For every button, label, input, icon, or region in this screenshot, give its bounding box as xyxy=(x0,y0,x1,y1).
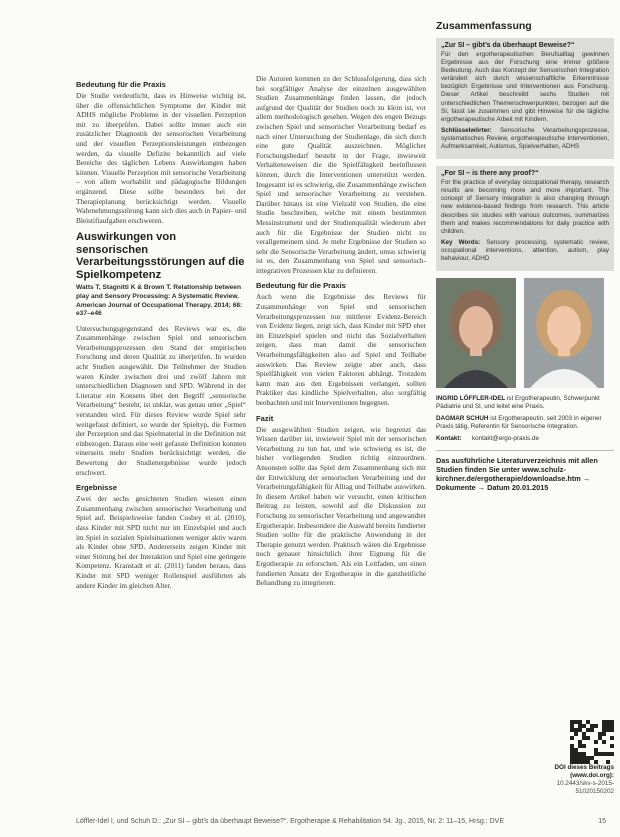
author-photos xyxy=(436,278,614,390)
contact xyxy=(436,435,614,443)
keywords-value-german: Sensorische Verarbeitungsprozesse, systematisches Review, ergotherapeutische Interventionen, Aufmerksamkeit, Autismus, Spielverhalten, ADHS xyxy=(441,126,609,151)
praxis-heading-2: Bedeutung für die Praxis xyxy=(256,281,346,291)
author-photo-2 xyxy=(524,278,604,388)
literature-promo: Das ausführliche Literaturverzeichnis mit allen Studien finden Sie unter www.schulz-kirchner.de/ergotherapie/downloadse.htm → Dokumente → Datum 20.01.2015 xyxy=(436,450,614,492)
keywords-label-german: Schlüsselwörter: xyxy=(441,126,492,134)
author-photo-1 xyxy=(436,278,516,388)
summary-sidebar xyxy=(436,20,614,828)
intro-paragraph: Untersuchungsgegenstand des Reviews war es, die Zusammenhänge zwischen Spiel und sensorischen Verarbeitungsprozessen den Stand der empirischen Forschung und deren Qualität zu überprüfen. In wurden acht Studien ausgewählt. Die Teilnehmer der Studien waren Kinder zwischen drei und zwölf Jahren mit unterschiedlichen Diagnosen und SPD. Während in der Literatur ein Konsens über den Begriff „sensorische Verarbeitung“ besteht, ist unklar, was genau unter „Spiel“ verstanden wird. Für dieses Review wurde Spiel sehr weitgefasst definiert, so wurde der Spieltyp, die Formen der Perzeption und das Spielmaterial in die Definition mit einbezogen. Daraus eine weit gefasste Definition konnten einerseits mehr Studien berücksichtigt werden, die Bewertung der Studienergebnisse wurde jedoch erschwert. xyxy=(76,323,246,477)
summary-box-german xyxy=(436,38,614,159)
footer-citation: Löffler-Idel I, und Schuh D.: „Zur SI – gibt’s da überhaupt Beweise?“. Ergotherapie & Rehabilitation 54. Jg., 2015, Nr. 2: 11–15, Hrsg.: DVE xyxy=(76,818,505,825)
summary-heading-german: „Zur SI – gibt’s da überhaupt Beweise?“ xyxy=(441,42,575,49)
contact-value: kontakt@ergo-praxis.de xyxy=(472,435,539,443)
qr-code xyxy=(524,720,614,764)
author-name-2: DAGMAR SCHUH xyxy=(436,415,489,423)
doi-caption xyxy=(524,764,614,796)
praxis-paragraph-2: Auch wenn die Ergebnisse des Reviews für Zusammenhänge von Spiel und sensorischen Verarbeitungsprozessen nur mittlerer Evidenz-Bereich von Evidenz liegen, zeigt sich, dass Kinder mit SPD eher im Einzelspiel spielen und nicht das Sozialverhalten zeigen, dass man damit die sensorischen Verarbeitungsfähigkeiten also auf Spiel und Teilhabe auswirken. Das Review zeigte aber auch, dass Spielfähigkeit von vielen Faktoren abhängt. Trotzdem kann man aus den Ergebnissen verlangen, sollten Praktiker das kindliche Spielverhalten, also sorgfältig beobachten und mit Interventionen begegnen. xyxy=(256,292,426,407)
summary-heading-english: „For SI – is there any proof?“ xyxy=(441,170,539,178)
fazit-paragraph: Die ausgewählten Studien zeigen, wie begrenzt das Wissen darüber ist, inwieweit Spiel mit der sensorischen Verarbeitung zu tun hat, und wie schwierig es ist, die bisher vorliegenden Studien richtig einzuordnen. Ansonsten sollte das Spiel dem Zusammenhang sich mit der Entwicklung der sensorischen Verarbeitung und der Verarbeitungsfähigkeit für Alltag und Teilhabe auswirken. In diesem Artikel haben wir versucht, einen kritischen Beitrag zu leisten, sowohl auf die Diskussion zur Forschung zu sensorischer Verarbeitung und angewandter Ergotherapie. Insbesondere die Auswahl bereits fundierter Studien sollte für die praktische Anwendung in der Therapie genutzt werden. Praktisch wären die Ergebnisse noch genauer hinsichtlich ihrer Eignung für die Ergotherapie zu erforschen. Als ein Leitfaden, um einen fundierten Ansatz der Ergotherapie in die ganzheitliche Behandlung zu integrieren. xyxy=(256,424,426,588)
doi-block xyxy=(524,720,614,796)
reference: Watts T, Stagnitti K & Brown T. Relationship between play and Sensory Processing: A Systematic Review. American Journal of Occupational Therapy. 2014; 68: e37–e46 xyxy=(76,284,243,318)
summary-box-english xyxy=(436,166,614,271)
fazit-heading: Fazit xyxy=(256,413,274,423)
summary-text-german: Für den ergotherapeutischen Berufsalltag gewinnen Ergebnisse aus der Forschung eine immer größere Bedeutung. Auch das Konzept der Sensorischen Integration verändert sich durch wissenschaftliche Erkenntnisse bezüglich Ergebnisse und Interventionen aus Forschung. Dieser Artikel beschreibt sechs Studien mit unterschiedlichen Themenschwerpunkten, bezogen auf die SI, fasst sie zusammen und gibt Hinweise für die tägliche ergotherapeutische Arbeit mit Kindern. xyxy=(441,51,609,123)
doi-label: DOI dieses Beitrags (www.doi.org): xyxy=(554,764,614,779)
ergebnisse-heading: Ergebnisse xyxy=(76,483,117,493)
keywords-label-english: Key Words: xyxy=(441,238,481,246)
summary-title: Zusammenfassung xyxy=(436,20,532,32)
praxis-paragraph-1: Die Studie verdeutlicht, dass es Hinweise wichtig ist, über die offensichtlichen Symptome der Kinder mit ADHS mögliche Probleme in der visuellen Perzeption mit zu überprüfen. Dabei sollte immer auch ein zusätzlicher Diagnostik der sensorischen Verarbeitung und der visuellen Perzeptionsleistungen einbezogen werden, da visuelle Defizite bekanntlich auf viele Bereiche des täglichen Lebens Auswirkungen haben können. Visuelle Perzeption mit sensorische Verarbeitung – von allem worhabilit und pädagogische Bildungen ergänzend. Diese sollte besonders bei der Therapieplanung berücksichtigt werden. Visuelle Wahrnehmungsstörung kann sich dies auch in Papier- und Bleistiftaufgaben erschweren. xyxy=(76,91,246,225)
author-name-1: INGRID LÖFFLER-IDEL xyxy=(436,395,506,403)
keywords-english xyxy=(441,239,609,263)
column-2 xyxy=(256,74,426,814)
author-text-2: ist Ergotherapeutin, seit 2003 in eigener Praxis tätig, Referentin für Sensorische Integration. xyxy=(436,415,602,431)
doi-value: 10.2443/skv-s-2015-51020150202 xyxy=(556,780,614,795)
author-text-1: ist Ergotherapeutin, Schwerpunkt Pädiatrie und SI, und leitet eine Praxis. xyxy=(436,395,600,411)
ergebnisse-paragraph: Zwei der sechs gesichteten Studien wiesen einen Zusammenhang zwischen sensorischer Verarbeitung und Spiel auf. Beispielsweise fanden Cosbey et al. (2010), dass Kinder mit SPD nicht nur im Einzelspiel und auch im Spiel in sozialen Spielsituationen weniger aktiv waren als Kinder ohne SPD. Andererseits zeigen Kinder mit einer Störung bei der Interaktion und Spiel eine geringere Kompetenz. Kranstadt et al. (2011) fanden heraus, dass Kinder mit SPD weniger Rollenspiel ausführten als andere Kinder im gleichen Alter. xyxy=(76,494,246,590)
praxis-heading-1: Bedeutung für die Praxis xyxy=(76,80,166,89)
author-bio-1 xyxy=(436,395,614,411)
summary-text-english: For the practice of everyday occupational therapy, research results are becoming more and more important. The concept of Sensory Integration is also changing through new evidence-based findings from research. This article describes six studies with various outcomes, summarizes them and makes recommendations for daily practice with children. xyxy=(441,179,609,235)
page-number: 15 xyxy=(598,818,606,825)
keywords-value-english: Sensory processing, systematic review, occupational interventions, attention, autism, play behaviour, ADHD xyxy=(441,238,609,262)
section-title: Auswirkungen von sensorischen Verarbeitungsstörungen auf die Spielkompetenz xyxy=(76,231,245,281)
keywords-german xyxy=(441,127,609,151)
page-footer xyxy=(76,818,606,825)
contact-label: Kontakt: xyxy=(436,435,462,443)
column-1 xyxy=(76,74,246,814)
author-bio-2 xyxy=(436,415,614,431)
col2-paragraph-top: Die Autoren kommen zu der Schlussfolgerung, dass sich bei sorgfältiger Analyse der einzelnen ausgewählten Studien Zusammenhänge finden lassen, die jedoch aufgrund der Qualität der Studien noch zu klein ist, vor allem methodologisch gesehen. Wegen des engen Bezugs zwischen Spiel und sensorischer Verarbeitung bedarf es nach einer Untersuchung der Studienlage, die sich durch eine gute Qualität auszeichnen. Möglicher Forschungsbedarf besteht in der Frage, inwieweit Verhaltensweisen die die Spielfähigkeit beeinflussen können, durch die Interventionen unterstützt werden. Insgesamt ist es schwierig, die Zusammenhänge zwischen Spiel und sensorischer Verarbeitung zu verstehen. Darüber hinaus ist eine Vielzahl von Studien, die eine Studie beschreiben, welche mit einem bestimmten Messinstrument und der Studienqualität wiederum aber auch für die Ergebnisse der Studien nicht zu verallgemeinern sind. Je mehr Ergebnisse der Studien so sehr die Sensorische Verarbeitung ändert, umso schwierig ist es, den Zusammenhang von Spiel und sensorisch-integrativen Prozessen klar zu definieren. xyxy=(256,74,426,275)
